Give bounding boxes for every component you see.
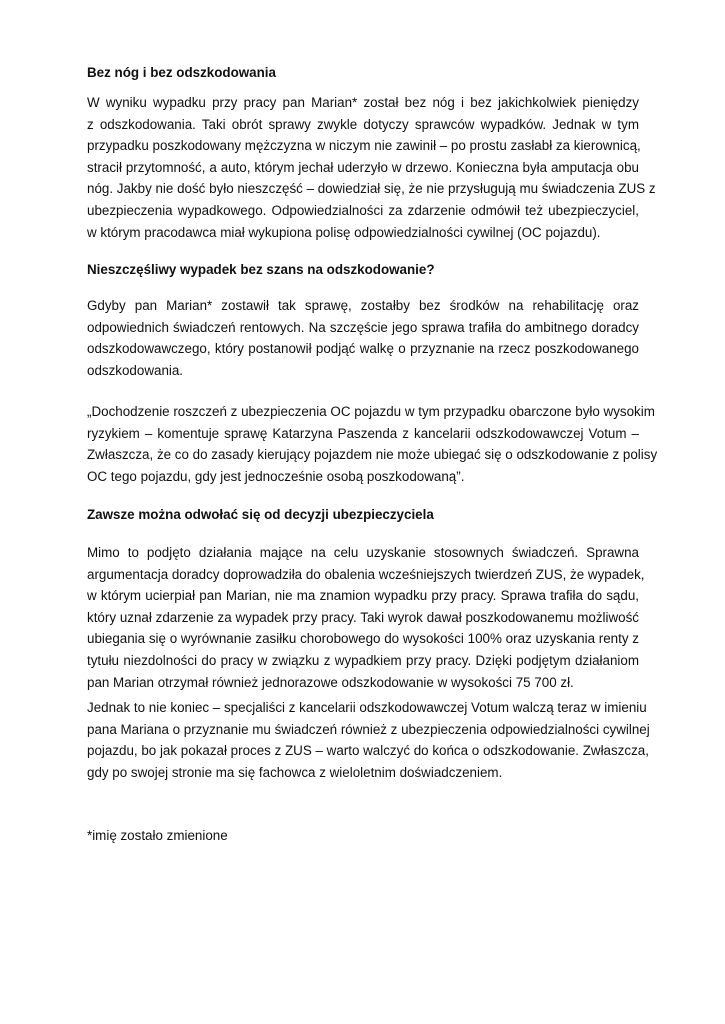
paragraph-1-line: w którym pracodawca miał wykupiona polisę odpowiedzialności cywilnej (OC pojazdu). — [87, 224, 601, 240]
paragraph-4-line: tytułu niezdolności do pracy w związku z wypadkiem przy pracy. Dzięki podjętym działaniom — [87, 652, 639, 668]
paragraph-1-line: przypadku poszkodowany mężczyzna w niczym nie zawinił – po prostu zasłabł za kierownicą, — [87, 138, 641, 154]
section-heading-1: Bez nóg i bez odszkodowania — [87, 65, 276, 80]
paragraph-2-line: Gdyby pan Marian* zostawił tak sprawę, zostałby bez środków na rehabilitację oraz — [87, 298, 639, 313]
paragraph-2-line: odszkodowania. — [87, 362, 184, 378]
paragraph-3-quote — [87, 401, 658, 487]
section-heading-2: Nieszczęśliwy wypadek bez szans na odszkodowanie? — [87, 262, 435, 277]
paragraph-2-line: odszkodowawczego, który postanowił podjąć walkę o przyznanie na rzecz poszkodowanego — [87, 341, 639, 357]
paragraph-1-line: z odszkodowania. Taki obrót sprawy zwykle dotyczy sprawców wypadków. Jednak w tym — [87, 116, 639, 132]
paragraph-1-line: stracił przytomność, a auto, którym jechał uderzyło w drzewo. Konieczna była amputacja obu — [87, 159, 639, 175]
paragraph-4-line: w którym ucierpiał pan Marian, nie ma znamion wypadku przy pracy. Sprawa trafiła do sądu, — [87, 588, 639, 604]
paragraph-5-line: pana Mariana o przyznanie mu świadczeń również z ubezpieczenia odpowiedzialności cywilnej — [87, 721, 650, 737]
paragraph-4 — [87, 542, 645, 693]
paragraph-1-line: nóg. Jakby nie dość było nieszczęść – dowiedział się, że nie przysługują mu świadczenia ZUS z — [87, 181, 656, 197]
paragraph-1-line: ubezpieczenia wypadkowego. Odpowiedzialności za zdarzenie odmówił też ubezpieczyciel, — [87, 202, 639, 218]
footnote: *imię zostało zmienione — [87, 828, 228, 843]
paragraph-3-line: OC tego pojazdu, gdy jest jednocześnie osobą poszkodowaną”. — [87, 468, 465, 484]
paragraph-4-line: który uznał zdarzenie za wypadek przy pracy. Taki wyrok dawał poszkodowanemu możliwość — [87, 609, 639, 625]
paragraph-4-line: argumentacja doradcy doprowadziła do obalenia wcześniejszych twierdzeń ZUS, że wypadek, — [87, 566, 645, 582]
section-heading-3: Zawsze można odwołać się od decyzji ubezpieczyciela — [87, 507, 434, 522]
paragraph-5-line: gdy po swojej stronie ma się fachowca z wieloletnim doświadczeniem. — [87, 764, 503, 780]
paragraph-3-line: ryzykiem – komentuje sprawę Katarzyna Paszenda z kancelarii odszkodowawczej Votum – — [87, 425, 639, 441]
paragraph-4-line: pan Marian otrzymał również jednorazowe odszkodowanie w wysokości 75 700 zł. — [87, 674, 574, 690]
paragraph-1-line: W wyniku wypadku przy pracy pan Marian* został bez nóg i bez jakichkolwiek pieniędzy — [87, 95, 639, 110]
paragraph-2-line: odpowiednich świadczeń rentowych. Na szczęście jego sprawa trafiła do ambitnego doradcy — [87, 319, 639, 335]
paragraph-5-line: Jednak to nie koniec – specjaliści z kancelarii odszkodowawczej Votum walczą teraz w imieniu — [87, 700, 647, 715]
paragraph-4-line: ubiegania się o wyrównanie zasiłku chorobowego do wysokości 100% oraz uzyskania renty z — [87, 631, 639, 647]
paragraph-3-line: Zwłaszcza, że co do zasady kierujący pojazdem nie może ubiegać się o odszkodowanie z polisy — [87, 447, 658, 463]
paragraph-2 — [87, 295, 639, 381]
paragraph-5-line: pojazdu, bo jak pokazał proces z ZUS – warto walczyć do końca o odszkodowanie. Zwłaszcza, — [87, 743, 649, 759]
paragraph-3-line: „Dochodzenie roszczeń z ubezpieczenia OC pojazdu w tym przypadku obarczone było wysokim — [87, 404, 655, 419]
paragraph-4-line: Mimo to podjęto działania mające na celu uzyskanie stosownych świadczeń. Sprawna — [87, 545, 639, 560]
paragraph-5 — [87, 697, 650, 783]
paragraph-1 — [87, 92, 656, 243]
